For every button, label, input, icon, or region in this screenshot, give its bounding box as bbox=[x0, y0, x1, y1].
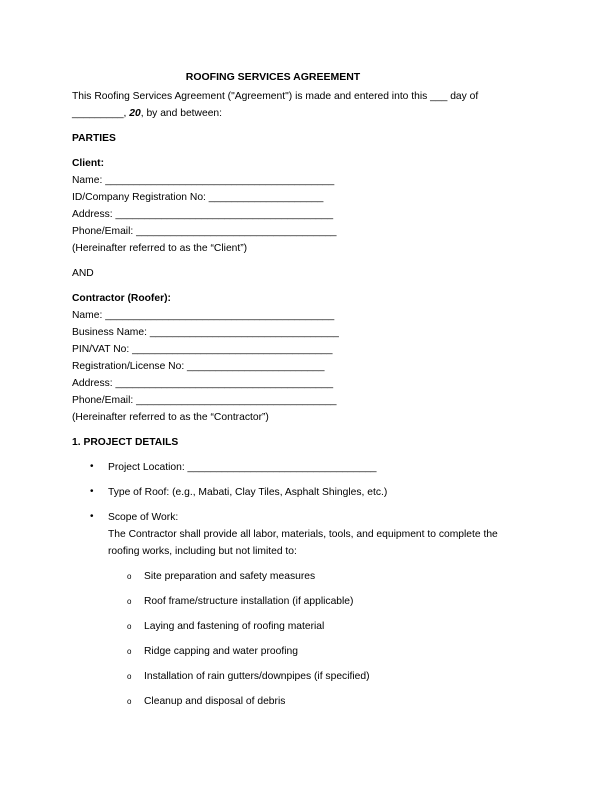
client-referred-text: (Hereinafter referred to as the “Client”) bbox=[72, 243, 248, 254]
contractor-pin-field: PIN/VAT No: ___________________________________ bbox=[72, 344, 333, 355]
contractor-address-field: Address: ______________________________________ bbox=[72, 378, 334, 389]
sub-bullet-icon: o bbox=[127, 572, 132, 581]
intro-line-2-end: , by and between: bbox=[140, 108, 223, 119]
contractor-phone-field: Phone/Email: ___________________________________ bbox=[72, 395, 337, 406]
sub-bullet-icon: o bbox=[127, 647, 132, 656]
scope-item: Ridge capping and water proofing bbox=[144, 646, 298, 657]
section-1-heading: 1. PROJECT DETAILS bbox=[72, 437, 179, 448]
sub-bullet-icon: o bbox=[127, 622, 132, 631]
contractor-name-field: Name: ________________________________________ bbox=[72, 310, 335, 321]
client-id-field: ID/Company Registration No: ____________________ bbox=[72, 192, 324, 203]
contractor-business-field: Business Name: _________________________________ bbox=[72, 327, 339, 338]
year-text: 20 bbox=[129, 108, 141, 119]
sub-bullet-icon: o bbox=[127, 672, 132, 681]
client-heading: Client: bbox=[72, 158, 105, 169]
sub-bullet-icon: o bbox=[127, 597, 132, 606]
roof-type-item: Type of Roof: (e.g., Mabati, Clay Tiles, Asphalt Shingles, etc.) bbox=[108, 487, 388, 498]
contractor-heading: Contractor (Roofer): bbox=[72, 293, 171, 304]
date-blank: _________, bbox=[72, 108, 130, 119]
sub-bullet-icon: o bbox=[127, 697, 132, 706]
and-text: AND bbox=[72, 268, 94, 279]
bullet-icon: • bbox=[90, 511, 94, 522]
client-phone-field: Phone/Email: ___________________________________ bbox=[72, 226, 337, 237]
scope-item: Roof frame/structure installation (if applicable) bbox=[144, 596, 354, 607]
contractor-registration-field: Registration/License No: ________________________ bbox=[72, 361, 325, 372]
document-title: ROOFING SERVICES AGREEMENT bbox=[185, 71, 361, 83]
intro-line-1: This Roofing Services Agreement ("Agreement") is made and entered into this ___ day of bbox=[72, 91, 479, 102]
scope-description-line-2: roofing works, including but not limited to: bbox=[108, 546, 297, 557]
scope-item: Site preparation and safety measures bbox=[144, 571, 316, 582]
client-name-field: Name: ________________________________________ bbox=[72, 175, 335, 186]
scope-item: Installation of rain gutters/downpipes (if specified) bbox=[144, 671, 370, 682]
bullet-icon: • bbox=[90, 461, 94, 472]
contractor-referred-text: (Hereinafter referred to as the “Contractor”) bbox=[72, 412, 269, 423]
scope-item: Cleanup and disposal of debris bbox=[144, 696, 286, 707]
scope-description-line-1: The Contractor shall provide all labor, materials, tools, and equipment to complete the bbox=[108, 529, 498, 540]
scope-item: Laying and fastening of roofing material bbox=[144, 621, 325, 632]
client-address-field: Address: ______________________________________ bbox=[72, 209, 334, 220]
intro-line-2 bbox=[72, 107, 222, 120]
bullet-icon: • bbox=[90, 486, 94, 497]
project-location-field: Project Location: _________________________________ bbox=[108, 462, 377, 473]
scope-of-work-item: Scope of Work: bbox=[108, 512, 179, 523]
parties-heading: PARTIES bbox=[72, 133, 116, 144]
